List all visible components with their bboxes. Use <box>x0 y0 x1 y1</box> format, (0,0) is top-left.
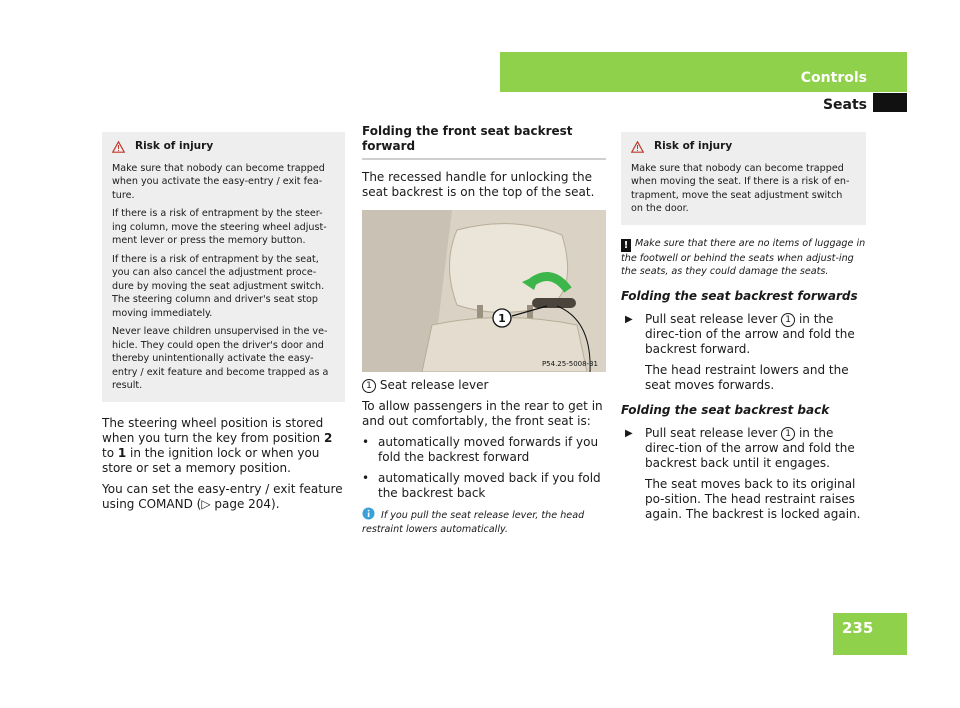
warning-title: Risk of injury <box>654 140 733 152</box>
instruction-step <box>621 426 866 471</box>
page-reference-paragraph: You can set the easy-entry / exit feature using COMAND (▷ page 204). <box>102 481 343 511</box>
column-1 <box>102 132 345 512</box>
bullet-icon: • <box>362 435 370 449</box>
page-number: 235 <box>842 619 874 637</box>
warning-heading <box>631 140 856 154</box>
key-position: 1 <box>117 445 127 460</box>
section-title: Controls <box>800 70 867 86</box>
text-run: Pull seat release lever <box>645 425 782 440</box>
legend-number: 1 <box>362 379 376 393</box>
section-tab-marker <box>873 93 907 112</box>
headrest-illustration <box>362 210 606 372</box>
caution-text: Make sure that there are no items of luggage in the footwell or behind the seats when adjust-ing the seats, as they could damage the seats. <box>621 237 866 277</box>
intro-paragraph: The recessed handle for unlocking the seat backrest is on the top of the seat. <box>362 170 595 199</box>
bullet-icon: • <box>362 471 370 485</box>
warning-triangle-icon <box>112 141 125 153</box>
key-position: 2 <box>323 430 333 445</box>
list-item <box>362 471 606 501</box>
column-2 <box>362 124 606 536</box>
info-icon <box>362 507 375 520</box>
step-text <box>645 312 866 357</box>
warning-paragraph: Make sure that nobody can become trapped when moving the seat. If there is a risk of en-trapment, move the seat adjustment switch on the door. <box>631 162 850 214</box>
text-run: in the direc-tion of the arrow and fold the backrest forward. <box>645 311 855 356</box>
step-result: The head restraint lowers and the seat moves forwards. <box>645 362 849 392</box>
warning-paragraph: Make sure that nobody can become trapped when you activate the easy-entry / exit fea-ture. <box>112 162 325 201</box>
list-item-text: automatically moved forwards if you fold the backrest forward <box>378 435 599 464</box>
step-result: The seat moves back to its original po-sition. The head restraint raises again. The backrest is locked again. <box>645 476 861 521</box>
text-run: to <box>102 445 118 460</box>
text-run: The steering wheel position is stored when you turn the key from position <box>102 415 324 445</box>
list-item <box>362 435 606 465</box>
warning-box <box>102 132 345 402</box>
instruction-step <box>621 312 866 357</box>
subsection-title: Seats <box>822 97 867 113</box>
exclamation-icon: ! <box>621 239 631 252</box>
callout-number: 1 <box>498 312 506 325</box>
step-text <box>645 426 866 471</box>
arrow-bullet-icon: ▶ <box>625 427 633 439</box>
image-code: P54.25-5008-31 <box>541 360 598 368</box>
body-paragraph: To allow passengers in the rear to get in and out comfortably, the front seat is: <box>362 399 603 428</box>
text-run: in the direc-tion of the arrow and fold the backrest back until it engages. <box>645 425 855 470</box>
warning-paragraph: Never leave children unsupervised in the ve-hicle. They could open the driver's door and thereby unintentionally activate the easy-entry / exit feature and become trapped as a result. <box>112 326 329 391</box>
warning-triangle-icon <box>631 141 644 153</box>
warning-title: Risk of injury <box>135 140 214 152</box>
body-paragraph <box>102 416 345 476</box>
warning-heading <box>112 140 335 154</box>
column-3 <box>621 132 866 522</box>
warning-paragraph: If there is a risk of entrapment by the seat, you can also cancel the adjustment proce-dure by moving the seat adjustment switch. The steering column and driver's seat stop moving immediately. <box>112 253 325 319</box>
text-run: Pull seat release lever <box>645 311 782 326</box>
caution-note <box>621 237 866 279</box>
subsection-heading: Folding the seat backrest forwards <box>621 288 858 303</box>
info-note <box>362 507 606 536</box>
image-legend <box>362 378 606 393</box>
lever-number: 1 <box>781 313 795 327</box>
text-run: in the ignition lock or when you store or set a memory position. <box>102 445 320 475</box>
lever-number: 1 <box>781 427 795 441</box>
arrow-bullet-icon: ▶ <box>625 313 633 325</box>
section-heading: Folding the front seat backrest forward <box>362 124 606 160</box>
seat-photo <box>362 210 606 372</box>
subsection-heading: Folding the seat backrest back <box>621 402 830 417</box>
legend-text: Seat release lever <box>379 378 489 392</box>
info-text: If you pull the seat release lever, the head restraint lowers automatically. <box>362 510 585 535</box>
warning-paragraph: If there is a risk of entrapment by the steer-ing column, move the steering wheel adjust-ment lever or press the memory button. <box>112 208 327 246</box>
warning-box <box>621 132 866 225</box>
list-item-text: automatically moved back if you fold the backrest back <box>378 471 601 500</box>
